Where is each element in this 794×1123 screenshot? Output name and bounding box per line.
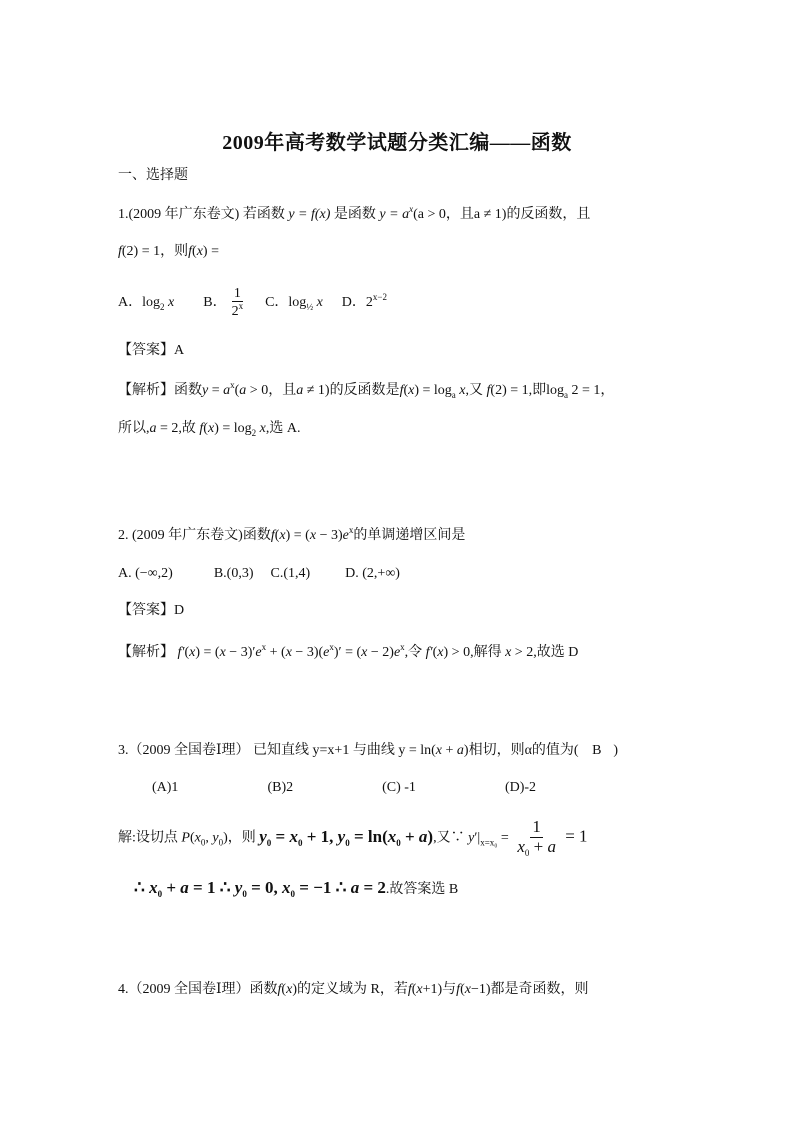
- q2-answer: 【答案】D: [118, 603, 185, 618]
- q2-intro: 2. (2009 年广东卷文)函数: [118, 528, 271, 543]
- q1-tail: 的反函数，且: [506, 207, 591, 222]
- q1-intro: 1.(2009 年广东卷文) 若函数: [118, 207, 285, 222]
- q1-option-b: B．: [203, 295, 227, 311]
- q1-answer: 【答案】A: [118, 343, 185, 358]
- q3-intro: 3.（2009 全国卷Ⅰ理） 已知直线 y=x+1 与曲线: [118, 743, 395, 758]
- q3-options: [152, 780, 536, 797]
- q3-option-b: (B)2: [267, 780, 294, 795]
- q1-analysis-line1: 【解析】函数$y = a^x(a > 0$，且a ≠ 1)的反函数是$f(x) = \log_a x$,又 f(2) = 1,即$\log_a 2 = 1$，: [118, 380, 615, 400]
- q3-option-c: (C) -1: [382, 780, 416, 795]
- q3-solution-label: 解:设切点: [118, 830, 178, 846]
- q3-option-a: (A)1: [152, 780, 179, 795]
- q4-stem: 4.（2009 全国卷Ⅰ理）函数f(x)的定义域为 R，若f(x+1)与f(x−1)都是奇函数，则: [118, 982, 589, 997]
- q2-option-b: B.(0,3): [213, 566, 254, 581]
- q4-intro: 4.（2009 全国卷Ⅰ理）函数: [118, 982, 278, 997]
- q1-analysis-label: 【解析】: [118, 383, 174, 398]
- section-heading: 一、选择题: [118, 168, 188, 183]
- q3-solution-line1: 解:设切点 $P(x_0$, $y_0$)，则 $y_0 = x_0 + 1$, $y_0 = \ln(x_0 + a)$,又∵ $y'|_{x=x_0}$ = $\frac{1}{x_0 + a}$ = 1: [118, 817, 588, 858]
- q3-option-d: (D)-2: [504, 780, 537, 795]
- q2-stem: 2. (2009 年广东卷文)函数$f(x) = (x - 3)e^x$的单调递增区间是: [118, 525, 466, 543]
- q3-answer-choice: B: [592, 743, 602, 758]
- page-title: 2009年高考数学试题分类汇编——函数: [222, 132, 572, 154]
- q1-mid: 是函数: [333, 207, 376, 222]
- q1-option-c: C．: [265, 295, 289, 311]
- q1-stem-line2: f(2) = 1，则f(x) =: [118, 244, 219, 259]
- q1-cond: (a > 0，且a ≠ 1): [413, 207, 507, 222]
- q1-analysis-line2: 所以,a = 2,故 $f(x) = \log_2 x$,选 A.: [118, 421, 301, 438]
- q1-stem-line1: 1.(2009 年广东卷文) 若函数 y = f(x) 是函数 $y = a^x(a > 0$，且a ≠ 1)的反函数，且: [118, 204, 591, 222]
- q1-option-d: D．: [341, 295, 366, 311]
- q2-option-a: A. (−∞,2): [118, 566, 173, 581]
- q2-analysis-label: 【解析】: [118, 645, 174, 660]
- q1-options: A．$\log_2 x$ B． $\frac{1}{2^x}$ C．$\log_{\frac{1}{2}} x$ D．$2^{x-2}$: [118, 286, 387, 320]
- q1-option-a: A．: [118, 295, 143, 311]
- q2-option-d: D. (2,+∞): [345, 566, 400, 581]
- q2-option-c: C.(1,4): [270, 566, 311, 581]
- q2-analysis: 【解析】 $f'(x) = (x - 3)'e^x + (x - 3)(e^x)' = (x - 2)e^x$,令 f′(x) > 0,解得 x > 2,故选 D: [118, 642, 579, 660]
- q2-options: [118, 566, 400, 583]
- q3-stem: 3.（2009 全国卷Ⅰ理） 已知直线 y=x+1 与曲线 y = ln(x + a)相切，则α的值为( B ): [118, 743, 619, 758]
- q3-solution-line2: ∴ $x_0 + a = 1$ ∴ $y_0 = 0$, $x_0 = -1$ ∴ a = 2.故答案选 B: [134, 878, 459, 899]
